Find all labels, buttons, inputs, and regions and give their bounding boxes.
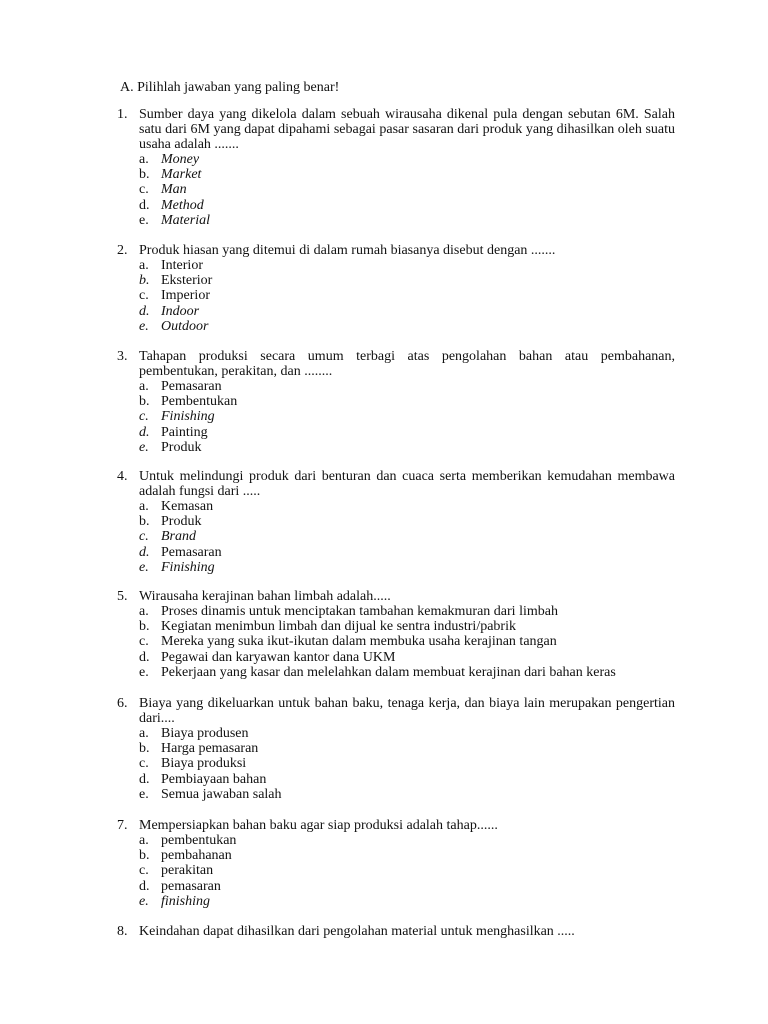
option-a: a. Kemasan bbox=[139, 499, 214, 514]
section-heading: A. Pilihlah jawaban yang paling benar! bbox=[120, 80, 340, 95]
option-e: e. finishing bbox=[139, 893, 211, 909]
option-d: d. Pemasaran bbox=[139, 544, 222, 560]
option-b: b. Harga pemasaran bbox=[139, 741, 259, 757]
option-c: c. Imperior bbox=[139, 288, 210, 304]
option-c: c. Finishing bbox=[139, 409, 215, 425]
question-number: 5. bbox=[117, 589, 128, 604]
question-number: 4. bbox=[117, 469, 128, 484]
option-a: a. Pemasaran bbox=[139, 379, 222, 394]
question-text: Sumber daya yang dikelola dalam sebuah wirausaha dikenal pula dengan sebutan 6M. Salah satu dari 6M yang dapat dipahami sebagai pasar sasaran dari produk yang dihasilkan oleh suatu usaha adalah ....... bbox=[139, 107, 675, 152]
question-5 bbox=[117, 589, 675, 680]
question-text: Wirausaha kerajinan bahan limbah adalah..... bbox=[139, 589, 391, 604]
option-e: e. Pekerjaan yang kasar dan melelahkan dalam membuat kerajinan dari bahan keras bbox=[139, 664, 616, 680]
question-8 bbox=[117, 924, 675, 939]
option-d: d. Method bbox=[139, 197, 204, 213]
option-a: a. Biaya produsen bbox=[139, 726, 249, 741]
option-b: b. Kegiatan menimbun limbah dan dijual ke sentra industri/pabrik bbox=[139, 619, 516, 635]
question-text: Produk hiasan yang ditemui di dalam rumah biasanya disebut dengan ....... bbox=[139, 243, 556, 258]
option-c: c. Mereka yang suka ikut-ikutan dalam membuka usaha kerajinan tangan bbox=[139, 634, 557, 650]
option-a: a. Money bbox=[139, 152, 200, 167]
option-c: c. perakitan bbox=[139, 863, 214, 879]
option-a: a. Interior bbox=[139, 258, 203, 273]
question-text: Untuk melindungi produk dari benturan dan cuaca serta memberikan kemudahan membawa adalah fungsi dari ..... bbox=[139, 469, 675, 499]
question-number: 6. bbox=[117, 696, 128, 711]
question-7 bbox=[117, 818, 675, 909]
option-b: b. Eksterior bbox=[139, 273, 213, 289]
option-a: a. Proses dinamis untuk menciptakan tambahan kemakmuran dari limbah bbox=[139, 604, 558, 619]
option-e: e. Semua jawaban salah bbox=[139, 786, 282, 802]
option-a: a. pembentukan bbox=[139, 833, 237, 848]
option-e: e. Material bbox=[139, 212, 210, 228]
option-c: c. Biaya produksi bbox=[139, 756, 247, 772]
question-text: Mempersiapkan bahan baku agar siap produksi adalah tahap...... bbox=[139, 818, 498, 833]
option-d: d. pemasaran bbox=[139, 878, 221, 894]
option-e: e. Produk bbox=[139, 439, 202, 455]
option-e: e. Finishing bbox=[139, 559, 215, 575]
question-3 bbox=[117, 349, 675, 455]
question-number: 2. bbox=[117, 243, 128, 258]
option-c: c. Man bbox=[139, 182, 187, 198]
option-d: d. Pegawai dan karyawan kantor dana UKM bbox=[139, 649, 396, 665]
question-number: 8. bbox=[117, 924, 128, 939]
question-6 bbox=[117, 696, 675, 802]
option-b: b. Market bbox=[139, 167, 202, 183]
question-number: 1. bbox=[117, 107, 128, 122]
option-b: b. Produk bbox=[139, 514, 202, 530]
question-4 bbox=[117, 469, 675, 575]
option-b: b. Pembentukan bbox=[139, 394, 238, 410]
option-d: d. Painting bbox=[139, 424, 208, 440]
question-text: Tahapan produksi secara umum terbagi atas pengolahan bahan atau pembahanan, pembentukan, perakitan, dan ........ bbox=[139, 349, 675, 379]
option-d: d. Pembiayaan bahan bbox=[139, 771, 267, 787]
option-d: d. Indoor bbox=[139, 303, 200, 319]
question-text: Keindahan dapat dihasilkan dari pengolahan material untuk menghasilkan ..... bbox=[139, 924, 575, 939]
option-e: e. Outdoor bbox=[139, 318, 209, 334]
question-text: Biaya yang dikeluarkan untuk bahan baku, tenaga kerja, dan biaya lain merupakan pengertian dari.... bbox=[139, 696, 675, 726]
question-number: 3. bbox=[117, 349, 128, 364]
option-b: b. pembahanan bbox=[139, 848, 232, 864]
question-number: 7. bbox=[117, 818, 128, 833]
question-2 bbox=[117, 243, 675, 334]
question-1 bbox=[117, 107, 675, 228]
option-c: c. Brand bbox=[139, 529, 196, 545]
